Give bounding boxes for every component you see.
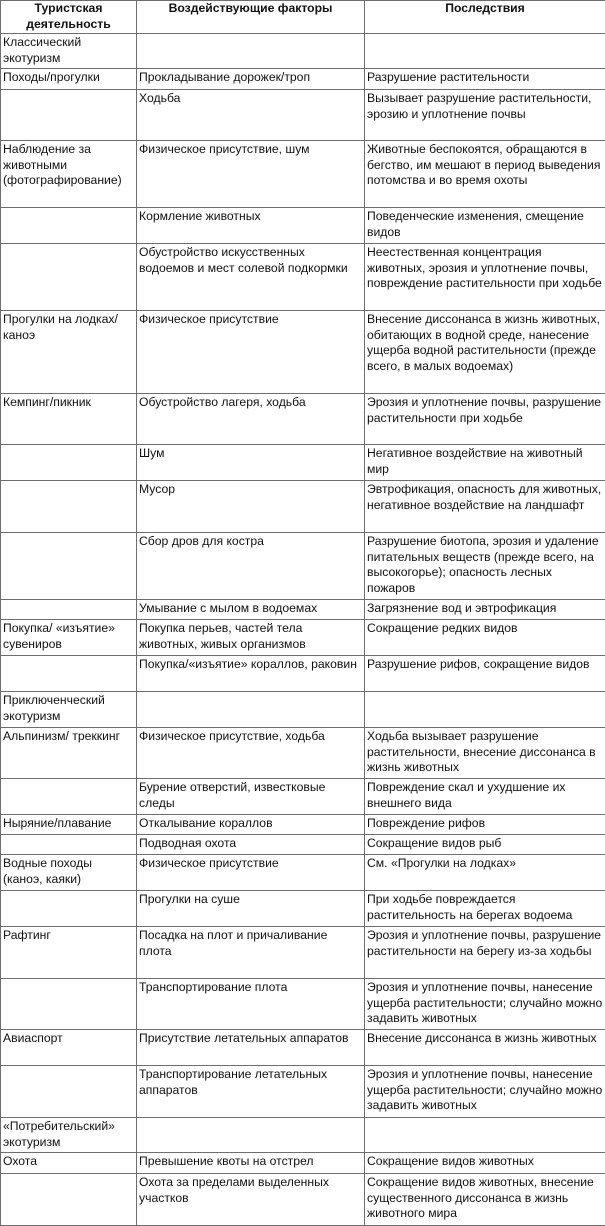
cell-effect: Эрозия и уплотнение почвы, разрушение растительности при ходьбе — [365, 394, 605, 445]
table-row — [1, 600, 605, 620]
cell-factor: Посадка на плот и причаливание плота — [137, 927, 365, 979]
table-row — [1, 445, 605, 481]
table-row — [1, 728, 605, 779]
cell-activity — [1, 1174, 137, 1226]
cell-effect: Внесение диссонанса в жизнь животных — [365, 1030, 605, 1066]
cell-activity: Приключенческий экотуризм — [1, 692, 137, 728]
cell-activity: Покупка/ «изъятие» сувениров — [1, 620, 137, 656]
table-row — [1, 90, 605, 141]
cell-effect: Ходьба вызывает разрушение растительности, внесение диссонанса в жизнь животных — [365, 728, 605, 779]
cell-effect: Эвтрофикация, опасность для животных, негативное воздействие на ландшафт — [365, 481, 605, 533]
cell-effect: Повреждение скал и ухудшение их внешнего вида — [365, 779, 605, 815]
cell-factor — [137, 34, 365, 69]
header-consequences: Последствия — [365, 1, 605, 34]
cell-factor: Откалывание кораллов — [137, 815, 365, 835]
cell-effect: При ходьбе повреждается растительность на берегах водоема — [365, 891, 605, 927]
cell-factor: Физическое присутствие — [137, 311, 365, 394]
table-row — [1, 1030, 605, 1066]
table-row — [1, 394, 605, 445]
table-row — [1, 1066, 605, 1118]
cell-factor: Прогулки на суше — [137, 891, 365, 927]
cell-factor: Физическое присутствие, шум — [137, 141, 365, 208]
cell-effect: Разрушение растительности — [365, 69, 605, 90]
table-row — [1, 1174, 605, 1226]
cell-activity: Кемпинг/пикник — [1, 394, 137, 445]
table-row — [1, 891, 605, 927]
table-row — [1, 208, 605, 244]
cell-effect: См. «Прогулки на лодках» — [365, 855, 605, 891]
cell-effect: Неестественная концентрация животных, эрозия и уплотнение почвы, повреждение растительности при ходьбе — [365, 244, 605, 311]
cell-activity — [1, 835, 137, 855]
cell-effect — [365, 692, 605, 728]
header-row — [1, 1, 605, 34]
table-row — [1, 69, 605, 90]
table-row — [1, 141, 605, 208]
table-body — [1, 34, 605, 1226]
header-factors: Воздействующие факторы — [137, 1, 365, 34]
cell-activity: Охота — [1, 1153, 137, 1174]
cell-activity: Ныряние/плавание — [1, 815, 137, 835]
cell-factor: Транспортирование плота — [137, 979, 365, 1030]
table-row — [1, 533, 605, 600]
cell-effect: Вызывает разрушение растительности, эрозию и уплотнение почвы — [365, 90, 605, 141]
cell-factor — [137, 692, 365, 728]
table-row — [1, 656, 605, 692]
cell-activity: Походы/прогулки — [1, 69, 137, 90]
cell-factor: Умывание с мылом в водоемах — [137, 600, 365, 620]
cell-factor: Присутствие летательных аппаратов — [137, 1030, 365, 1066]
cell-effect: Сокращение видов рыб — [365, 835, 605, 855]
table-row — [1, 34, 605, 69]
cell-activity — [1, 481, 137, 533]
cell-factor: Покупка/«изъятие» кораллов, раковин — [137, 656, 365, 692]
cell-activity: Водные походы (каноэ, каяки) — [1, 855, 137, 891]
table-row — [1, 855, 605, 891]
table-row — [1, 835, 605, 855]
cell-factor: Физическое присутствие — [137, 855, 365, 891]
table-row — [1, 244, 605, 311]
cell-effect: Повреждение рифов — [365, 815, 605, 835]
cell-factor: Подводная охота — [137, 835, 365, 855]
cell-activity: Прогулки на лодках/ каноэ — [1, 311, 137, 394]
table-row — [1, 1153, 605, 1174]
table-row — [1, 311, 605, 394]
cell-factor: Шум — [137, 445, 365, 481]
table-row — [1, 979, 605, 1030]
table-row — [1, 1118, 605, 1153]
cell-activity — [1, 1066, 137, 1118]
cell-factor: Прокладывание дорожек/троп — [137, 69, 365, 90]
cell-factor: Бурение отверстий, известковые следы — [137, 779, 365, 815]
table-row — [1, 779, 605, 815]
cell-activity — [1, 208, 137, 244]
cell-effect: Загрязнение вод и эвтрофикация — [365, 600, 605, 620]
cell-factor — [137, 1118, 365, 1153]
cell-activity — [1, 533, 137, 600]
cell-effect: Поведенческие изменения, смещение видов — [365, 208, 605, 244]
cell-factor: Покупка перьев, частей тела животных, живых организмов — [137, 620, 365, 656]
cell-effect — [365, 34, 605, 69]
table-row — [1, 481, 605, 533]
cell-activity: Классический экотуризм — [1, 34, 137, 69]
cell-activity — [1, 90, 137, 141]
cell-activity: Рафтинг — [1, 927, 137, 979]
cell-factor: Превышение квоты на отстрел — [137, 1153, 365, 1174]
cell-factor: Ходьба — [137, 90, 365, 141]
cell-effect: Сокращение видов животных — [365, 1153, 605, 1174]
cell-effect: Эрозия и уплотнение почвы, нанесение ущерба растительности; случайно можно задавить животных — [365, 979, 605, 1030]
cell-factor: Мусор — [137, 481, 365, 533]
cell-effect: Эрозия и уплотнение почвы, нанесение ущерба растительности; случайно можно задавить животных — [365, 1066, 605, 1118]
cell-factor: Физическое присутствие, ходьба — [137, 728, 365, 779]
cell-factor: Сбор дров для костра — [137, 533, 365, 600]
cell-activity — [1, 600, 137, 620]
cell-effect: Разрушение рифов, сокращение видов — [365, 656, 605, 692]
cell-effect: Эрозия и уплотнение почвы, разрушение растительности на берегу из-за ходьбы — [365, 927, 605, 979]
cell-effect — [365, 1118, 605, 1153]
cell-activity — [1, 979, 137, 1030]
cell-factor: Кормление животных — [137, 208, 365, 244]
cell-activity — [1, 244, 137, 311]
cell-activity — [1, 445, 137, 481]
table-row — [1, 620, 605, 656]
cell-activity: Наблюдение за животными (фотографирование) — [1, 141, 137, 208]
header-activity: Туристская деятельность — [1, 1, 137, 34]
cell-effect: Внесение диссонанса в жизнь животных, обитающих в водной среде, нанесение ущерба водной растительности (прежде всего, в малых водоемах) — [365, 311, 605, 394]
cell-effect: Негативное воздействие на животный мир — [365, 445, 605, 481]
cell-factor: Транспортирование летательных аппаратов — [137, 1066, 365, 1118]
cell-activity — [1, 779, 137, 815]
cell-effect: Сокращение видов животных, внесение существенного диссонанса в жизнь животного мира — [365, 1174, 605, 1226]
cell-effect: Животные беспокоятся, обращаются в бегство, им мешают в период выведения потомства и во время охоты — [365, 141, 605, 208]
cell-effect: Разрушение биотопа, эрозия и удаление питательных веществ (прежде всего, на высокогорье); опасность лесных пожаров — [365, 533, 605, 600]
cell-activity: Альпинизм/ треккинг — [1, 728, 137, 779]
cell-effect: Сокращение редких видов — [365, 620, 605, 656]
cell-factor: Обустройство лагеря, ходьба — [137, 394, 365, 445]
table-header — [1, 1, 605, 34]
table-row — [1, 927, 605, 979]
cell-factor: Охота за пределами выделенных участков — [137, 1174, 365, 1226]
cell-activity — [1, 656, 137, 692]
cell-factor: Обустройство искусственных водоемов и мест солевой подкормки — [137, 244, 365, 311]
cell-activity: «Потребительский» экотуризм — [1, 1118, 137, 1153]
cell-activity: Авиаспорт — [1, 1030, 137, 1066]
table-row — [1, 815, 605, 835]
table-row — [1, 692, 605, 728]
cell-activity — [1, 891, 137, 927]
